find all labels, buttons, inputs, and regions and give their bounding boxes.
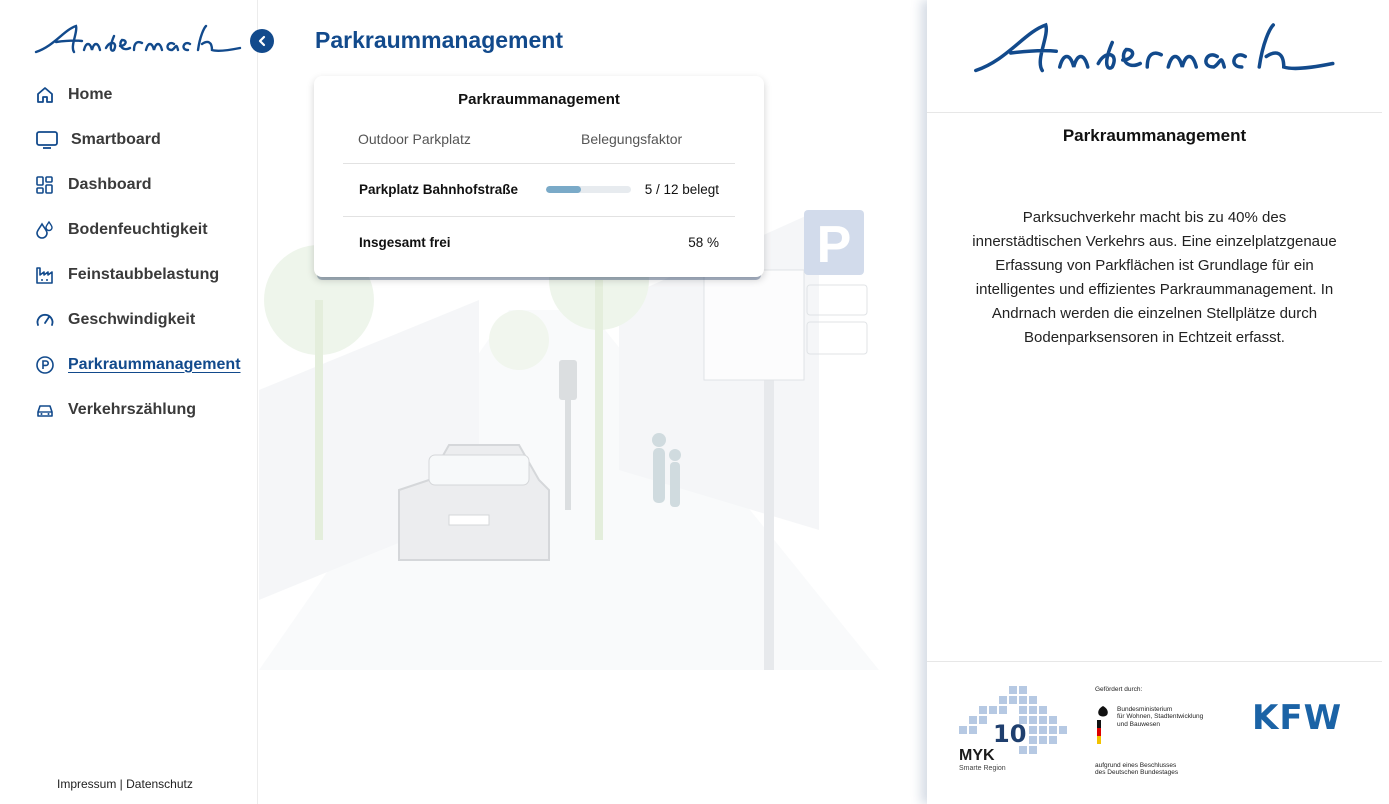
myk-number: 10 bbox=[993, 720, 1027, 748]
footer-links bbox=[57, 777, 193, 791]
sidebar-item-label: Parkraummanagement bbox=[68, 355, 241, 373]
myk-name: MYK bbox=[959, 747, 995, 764]
sidebar-nav bbox=[34, 72, 241, 432]
divider bbox=[343, 216, 735, 217]
sidebar-item-label: Home bbox=[68, 85, 113, 103]
sidebar-item-bodenfeuchtigkeit[interactable] bbox=[34, 207, 241, 252]
sidebar-item-parkraummanagement[interactable] bbox=[34, 342, 241, 387]
myk-sub: Smarte Region bbox=[959, 765, 1006, 772]
sidebar-item-home[interactable] bbox=[34, 72, 241, 117]
sidebar-item-label: Smartboard bbox=[71, 130, 161, 148]
andernach-logo[interactable] bbox=[34, 22, 244, 62]
sidebar-item-smartboard[interactable] bbox=[34, 117, 241, 162]
occupancy-value: 5 / 12 belegt bbox=[644, 182, 719, 197]
federal-eagle-icon bbox=[1095, 704, 1111, 750]
divider bbox=[927, 112, 1382, 113]
total-free-label: Insgesamt frei bbox=[359, 235, 451, 250]
impressum-link[interactable]: Impressum bbox=[57, 777, 117, 791]
footer-separator: | bbox=[116, 777, 127, 791]
card-title: Parkraummanagement bbox=[458, 91, 620, 108]
svg-text:P: P bbox=[816, 216, 852, 274]
main-content bbox=[259, 0, 927, 804]
myk-smarte-region-logo bbox=[957, 684, 1069, 774]
sidebar-item-label: Feinstaubbelastung bbox=[68, 265, 220, 283]
droplets-icon bbox=[34, 219, 56, 241]
home-icon bbox=[34, 84, 56, 106]
monitor-icon bbox=[34, 129, 59, 151]
sidebar-item-verkehrszaehlung[interactable] bbox=[34, 387, 241, 432]
parking-card bbox=[314, 76, 764, 277]
funding-label: Gefördert durch: bbox=[1095, 686, 1143, 693]
ministry-line: und Bauwesen bbox=[1117, 720, 1161, 728]
ministry-line: Bundesministerium bbox=[1117, 705, 1173, 713]
sidebar-item-geschwindigkeit[interactable] bbox=[34, 297, 241, 342]
occupancy-bar bbox=[546, 186, 631, 193]
gauge-icon bbox=[34, 309, 56, 331]
sidebar-item-label: Geschwindigkeit bbox=[68, 310, 196, 328]
bmwsb-funding-logo bbox=[1095, 686, 1225, 778]
column-header-belegungsfaktor: Belegungsfaktor bbox=[581, 131, 683, 147]
occupancy-bar-fill bbox=[546, 186, 581, 193]
bundestag-line: des Deutschen Bundestages bbox=[1095, 769, 1179, 776]
sidebar-item-label: Dashboard bbox=[68, 175, 152, 193]
bundestag-line: aufgrund eines Beschlusses bbox=[1095, 761, 1177, 769]
chevron-left-icon bbox=[256, 35, 268, 47]
dashboard-icon bbox=[34, 174, 56, 196]
parking-lot-name: Parkplatz Bahnhofstraße bbox=[359, 182, 519, 197]
kfw-logo: KFW bbox=[1252, 698, 1343, 738]
sidebar-item-feinstaubbelastung[interactable] bbox=[34, 252, 241, 297]
datenschutz-link[interactable]: Datenschutz bbox=[126, 777, 193, 791]
info-panel bbox=[927, 0, 1389, 804]
ministry-line: für Wohnen, Stadtentwicklung bbox=[1117, 713, 1204, 720]
sidebar-item-label: Verkehrszählung bbox=[68, 400, 197, 418]
sidebar-item-dashboard[interactable] bbox=[34, 162, 241, 207]
collapse-sidebar-button[interactable] bbox=[250, 29, 274, 53]
panel-description: Parksuchverkehr macht bis zu 40% des innerstädtischen Verkehrs aus. Eine einzelplatzgenaue Erfassung von Parkflächen ist Grundlage für ein intelligentes und effizientes Parkraummanagement. In Andrnach werden die einzelnen Stellplätze durch Bodenparksensoren in Echtzeit erfasst. bbox=[972, 209, 1337, 346]
factory-icon bbox=[34, 264, 56, 286]
total-free-value: 58 % bbox=[688, 235, 719, 250]
divider bbox=[343, 163, 735, 164]
sidebar-item-label: Bodenfeuchtigkeit bbox=[68, 220, 208, 238]
parking-icon bbox=[34, 354, 56, 376]
page-title: Parkraummanagement bbox=[315, 27, 563, 53]
column-header-parkplatz: Outdoor Parkplatz bbox=[358, 131, 471, 147]
panel-title: Parkraummanagement bbox=[1062, 126, 1247, 145]
andernach-logo-large bbox=[951, 18, 1361, 88]
sidebar bbox=[0, 0, 258, 804]
divider bbox=[927, 661, 1382, 662]
car-icon bbox=[34, 399, 56, 421]
